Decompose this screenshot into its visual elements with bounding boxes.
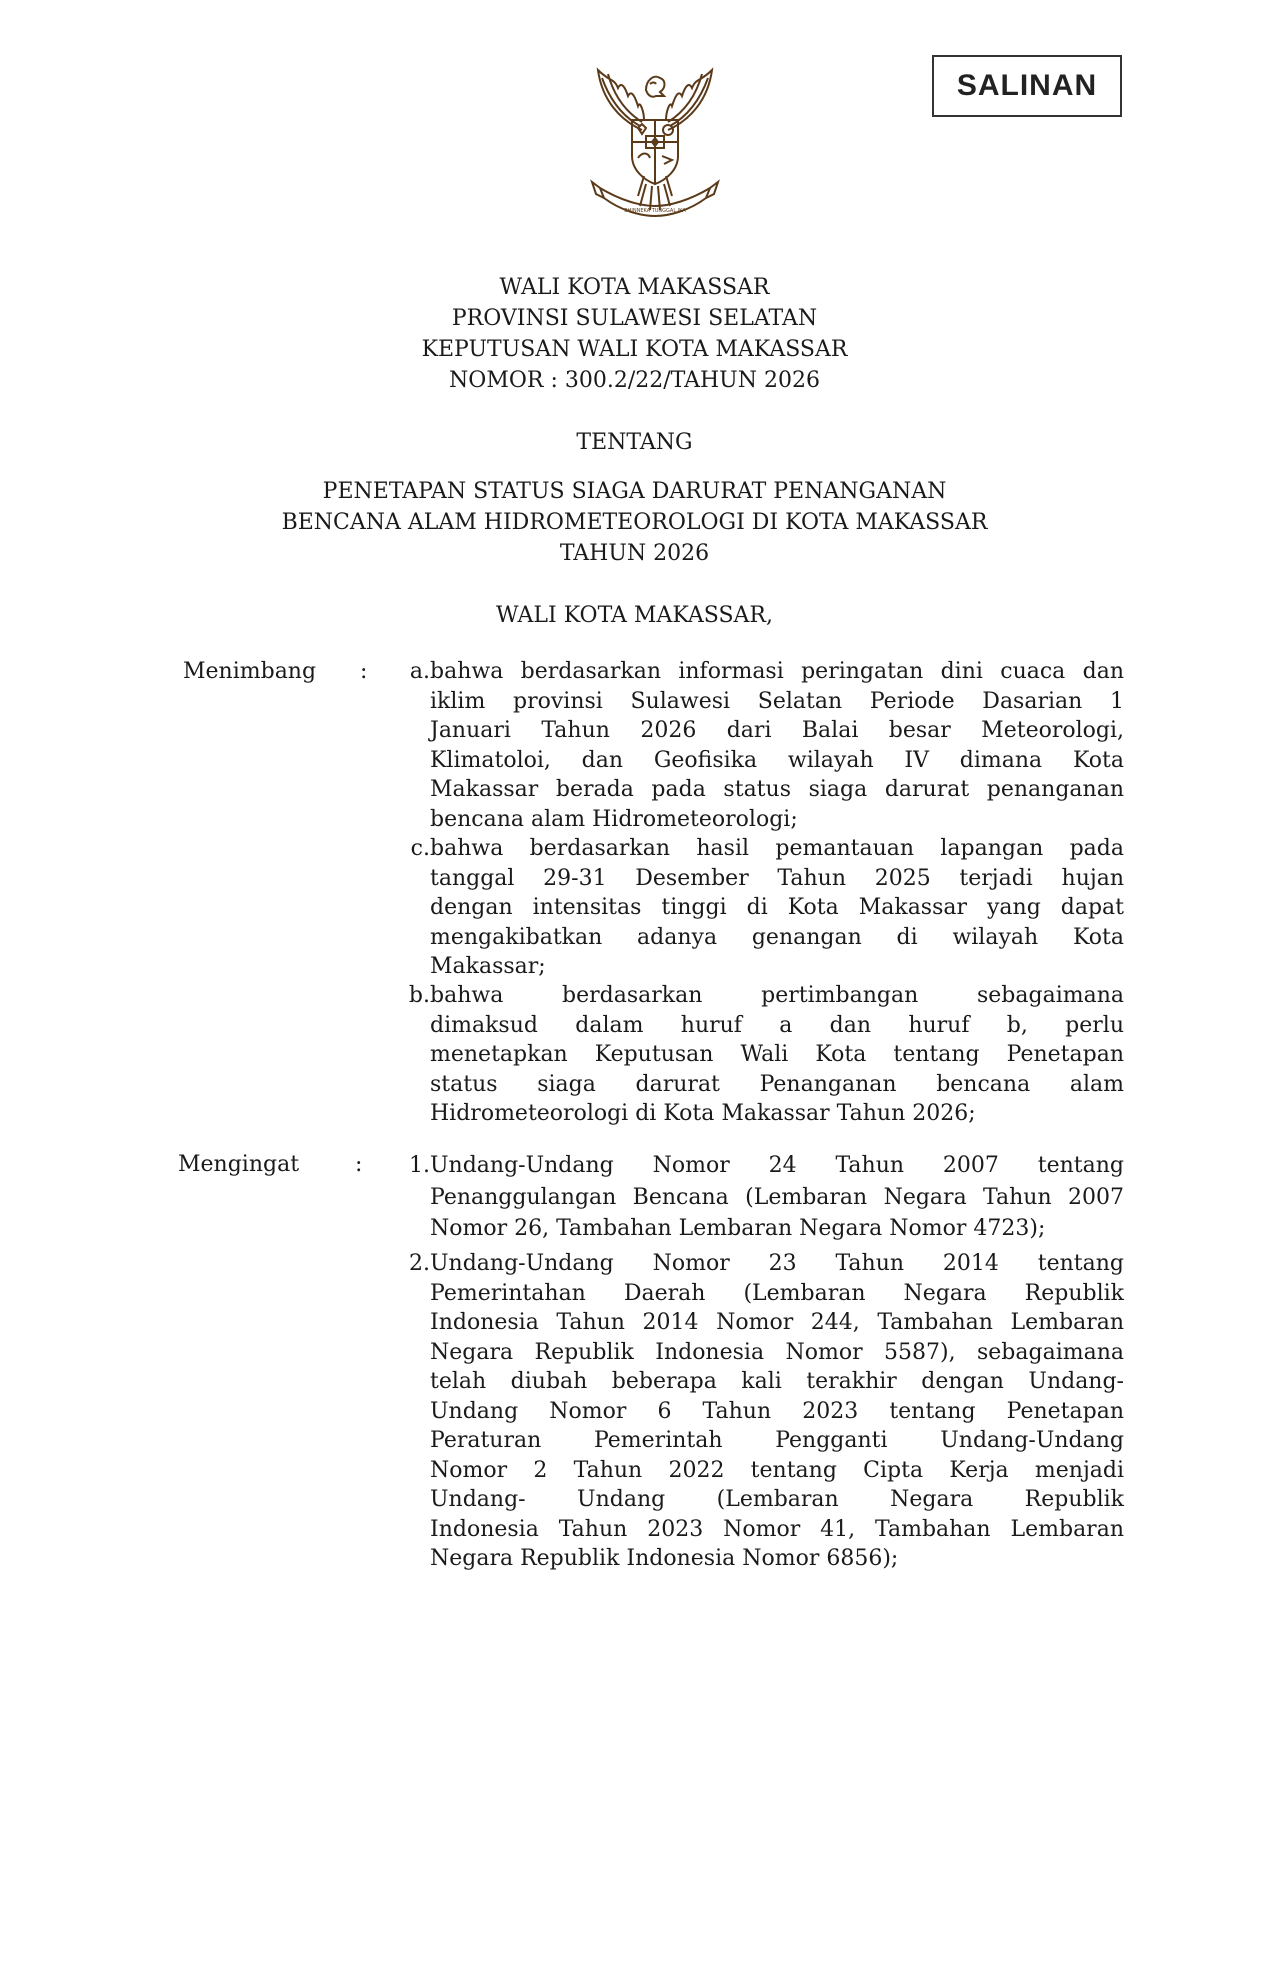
text-line: bencana alam Hidrometeorologi; [430,806,798,832]
text-line: Januari Tahun 2026 dari Balai besar Meteorologi, [430,718,1124,743]
decree-number: NOMOR : 300.2/22/TAHUN 2026 [449,368,820,393]
official-heading [0,600,1269,631]
item-marker: c. [410,836,430,861]
item-marker: b. [408,983,430,1008]
official-label: WALI KOTA MAKASSAR, [496,603,773,628]
tentang-heading [0,427,1269,458]
text-line: Indonesia Tahun 2023 Nomor 41, Tambahan Lembaran [430,1516,1124,1542]
text-line: Undang-Undang Nomor 23 Tahun 2014 tentang [430,1251,1124,1276]
item-text [430,1249,1124,1574]
text-line: tanggal 29-31 Desember Tahun 2025 terjadi hujan [430,865,1124,891]
item-marker: 1. [409,1153,430,1178]
item-marker: a. [409,659,430,684]
text-line: menetapkan Keputusan Wali Kota tentang Penetapan [430,1042,1124,1067]
title-line-3: TAHUN 2026 [559,541,710,566]
decree-title [0,476,1269,569]
text-line: status siaga darurat Penanganan bencana alam [430,1071,1124,1097]
text-line: Klimatoloi, dan Geofisika wilayah IV dimana Kota [430,747,1124,773]
emblem-motto: BHINNEKA TUNGGAL IKA [624,208,686,214]
text-line: mengakibatkan adanya genangan di wilayah Kota [430,924,1124,950]
text-line: Undang-Undang Nomor 24 Tahun 2007 tentang [430,1153,1124,1178]
mengingat-colon: : [355,1152,363,1177]
text-line: dengan intensitas tinggi di Kota Makassar yang dapat [430,895,1124,920]
text-line: telah diubah beberapa kali terakhir dengan Undang- [430,1369,1124,1394]
text-line: Hidrometeorologi di Kota Makassar Tahun 2026; [430,1101,976,1126]
text-line: bahwa berdasarkan hasil pemantauan lapangan pada [430,836,1124,861]
text-line: Nomor 2 Tahun 2022 tentang Cipta Kerja menjadi [430,1457,1124,1483]
text-line: Nomor 26, Tambahan Lembaran Negara Nomor 4723); [430,1216,1046,1241]
garuda-pancasila-emblem-icon [580,60,730,228]
text-line: bahwa berdasarkan pertimbangan sebagaimana [430,983,1124,1008]
text-line: iklim provinsi Sulawesi Selatan Periode Dasarian 1 [430,688,1124,714]
item-text [430,981,1124,1129]
text-line: Negara Republik Indonesia Nomor 6856); [430,1546,899,1571]
item-text [430,1150,1124,1245]
item-text [430,657,1124,834]
decree-heading: KEPUTUSAN WALI KOTA MAKASSAR [421,337,848,362]
text-line: Penanggulangan Bencana (Lembaran Negara Tahun 2007 [430,1184,1124,1210]
title-line-2: BENCANA ALAM HIDROMETEOROLOGI DI KOTA MAKASSAR [281,510,988,535]
text-line: Undang Nomor 6 Tahun 2023 tentang Penetapan [430,1398,1124,1424]
province-heading: PROVINSI SULAWESI SELATAN [451,306,818,331]
text-line: bahwa berdasarkan informasi peringatan dini cuaca dan [430,659,1124,684]
mengingat-label: Mengingat [178,1152,300,1177]
issuer-heading: WALI KOTA MAKASSAR [499,275,770,300]
text-line: Pemerintahan Daerah (Lembaran Negara Republik [430,1280,1124,1306]
menimbang-colon: : [360,659,368,684]
title-line-1: PENETAPAN STATUS SIAGA DARURAT PENANGANAN [322,479,947,504]
text-line: dimaksud dalam huruf a dan huruf b, perlu [430,1012,1124,1038]
text-line: Indonesia Tahun 2014 Nomor 244, Tambahan Lembaran [430,1310,1124,1335]
text-line: Peraturan Pemerintah Pengganti Undang-Undang [430,1428,1124,1453]
item-marker: 2. [409,1251,430,1276]
text-line: Makassar; [430,954,546,979]
text-line: Undang- Undang (Lembaran Negara Republik [430,1487,1124,1512]
item-text [430,834,1124,982]
text-line: Makassar berada pada status siaga darurat penanganan [430,777,1124,802]
header-block [0,272,1269,396]
menimbang-label: Menimbang [183,659,317,684]
salinan-stamp: SALINAN [932,55,1122,117]
tentang-label: TENTANG [576,430,693,455]
text-line: Negara Republik Indonesia Nomor 5587), sebagaimana [430,1339,1124,1365]
